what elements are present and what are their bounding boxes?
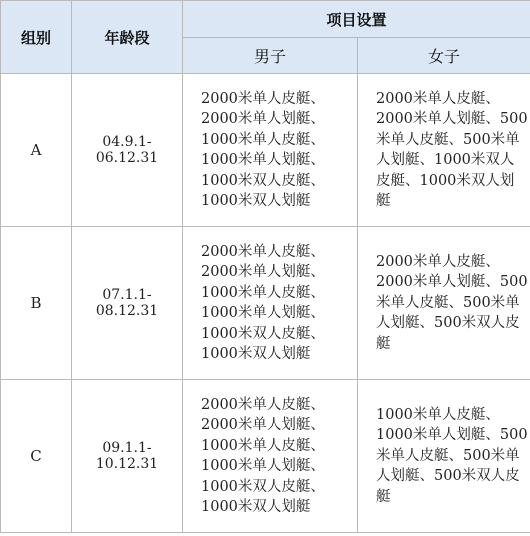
female-events-cell: 1000米单人皮艇、 1000米单人划艇、500 米单人皮艇、500米单 人划艇、500米双人皮 艇	[358, 380, 530, 533]
header-row-top	[1, 1, 530, 38]
female-events-cell: 2000米单人皮艇、 2000米单人划艇、500 米单人皮艇、500米单 人划艇、1000米双人 皮艇、1000米双人划 艇	[358, 74, 530, 227]
header-events: 项目设置	[183, 1, 530, 38]
male-events-cell: 2000米单人皮艇、 2000米单人划艇、 1000米单人皮艇、 1000米单人划艇、 1000米双人皮艇、 1000米双人划艇	[183, 380, 358, 533]
header-age: 年龄段	[72, 1, 183, 74]
male-events-cell: 2000米单人皮艇、 2000米单人划艇、 1000米单人皮艇、 1000米单人划艇、 1000米双人皮艇、 1000米双人划艇	[183, 227, 358, 380]
age-cell: 07.1.1-08.12.31	[72, 227, 183, 380]
female-events-cell: 2000米单人皮艇、 2000米单人划艇、500 米单人皮艇、500米单 人划艇、500米双人皮 艇	[358, 227, 530, 380]
header-male: 男子	[183, 38, 358, 74]
age-cell: 09.1.1-10.12.31	[72, 380, 183, 533]
group-cell: A	[1, 74, 72, 227]
header-female: 女子	[358, 38, 530, 74]
header-group: 组别	[1, 1, 72, 74]
table-row	[1, 227, 530, 380]
group-cell: C	[1, 380, 72, 533]
male-events-cell: 2000米单人皮艇、 2000米单人划艇、 1000米单人皮艇、 1000米单人划艇、 1000米双人皮艇、 1000米双人划艇	[183, 74, 358, 227]
table-row	[1, 380, 530, 533]
table-row	[1, 74, 530, 227]
age-cell: 04.9.1-06.12.31	[72, 74, 183, 227]
group-cell: B	[1, 227, 72, 380]
